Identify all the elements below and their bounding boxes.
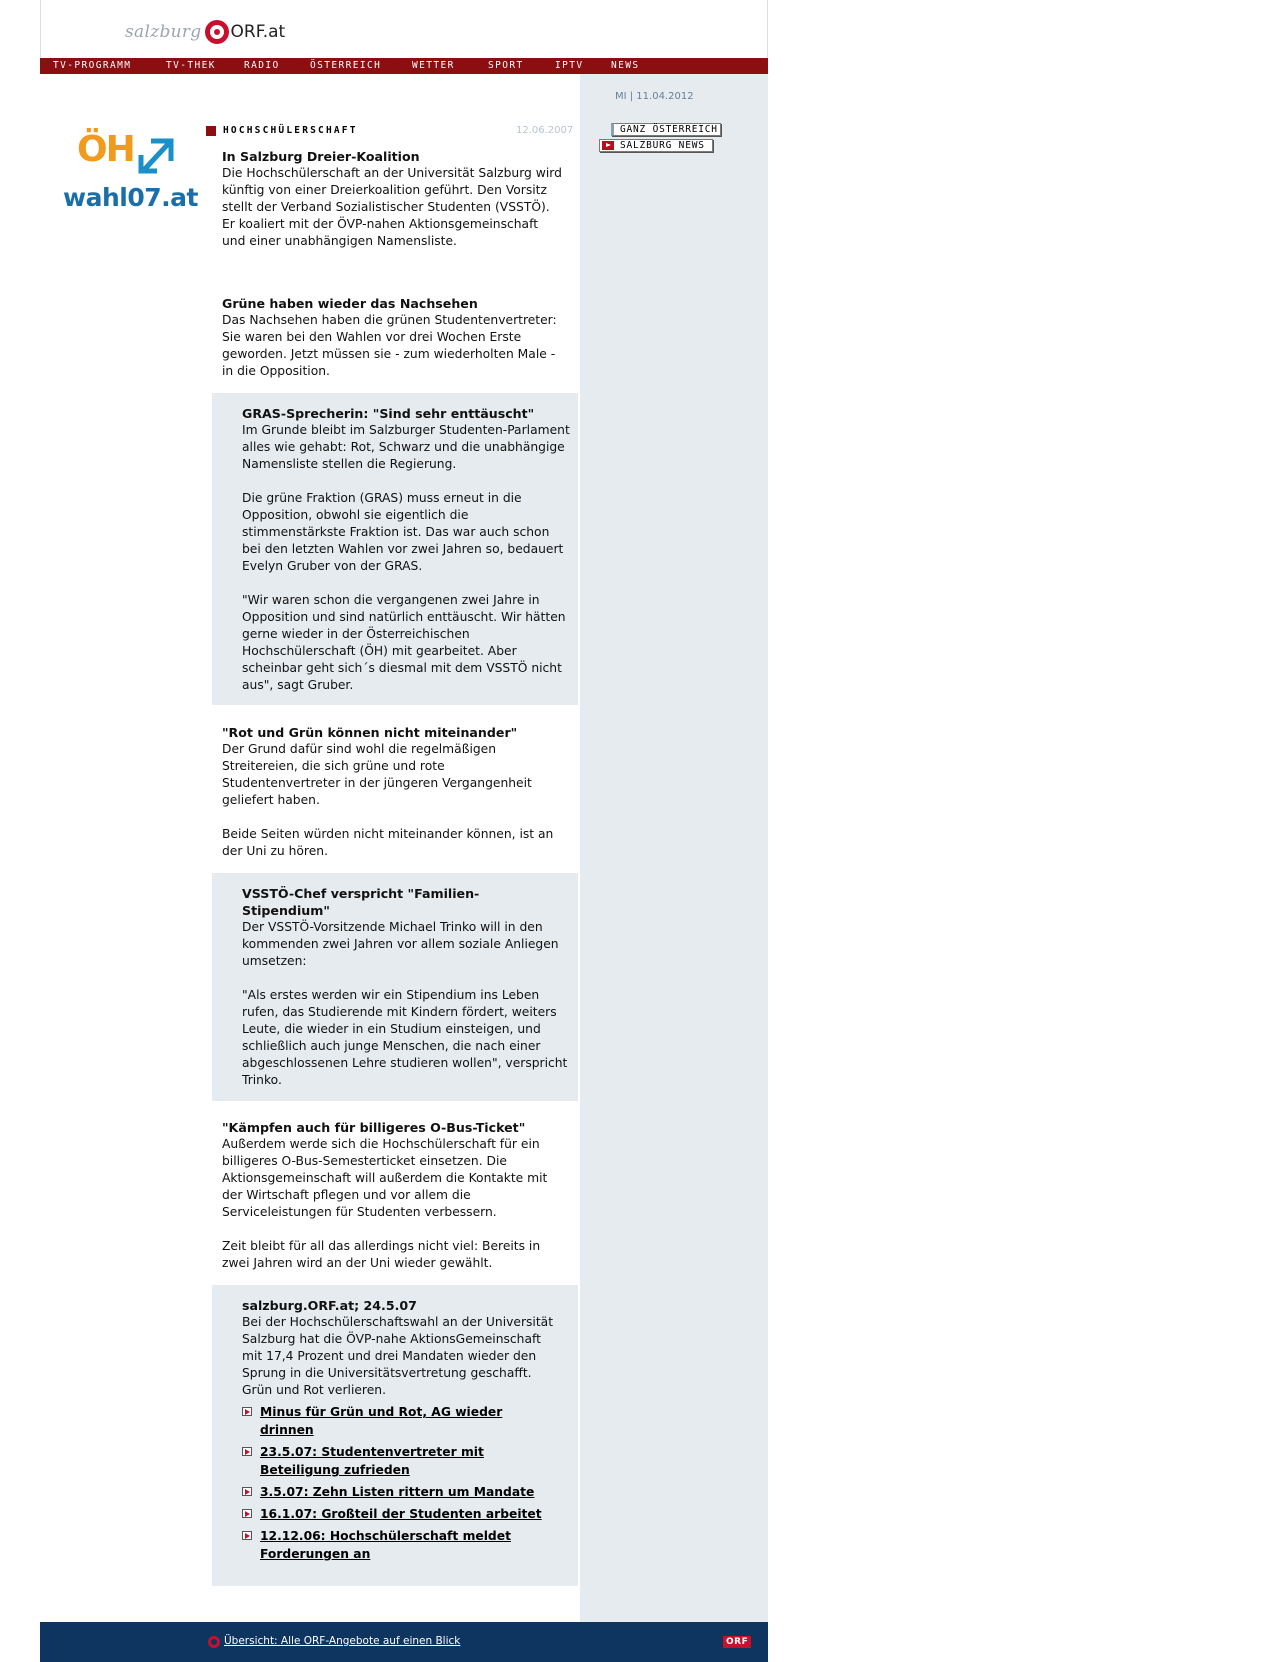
article-headline: In Salzburg Dreier-Koalition	[222, 149, 420, 164]
section-3-text-2: Zeit bleibt für all das allerdings nicht viel: Bereits in zwei Jahren wird an der Uni wieder gewählt.	[222, 1239, 541, 1270]
nav-tv-programm[interactable]: TV-PROGRAMM	[53, 60, 132, 71]
nav-radio[interactable]: RADIO	[244, 60, 280, 71]
arrow-right-icon	[602, 141, 614, 150]
link-arrow-icon	[242, 1407, 252, 1416]
orf-ring-icon	[205, 20, 229, 44]
related-link-item	[242, 1403, 558, 1439]
logo-orf-text: ORF.at	[230, 22, 286, 42]
nav-tv-thek[interactable]: TV-THEK	[166, 60, 216, 71]
box-2-title: VSSTÖ-Chef verspricht "Familien-Stipendium"	[242, 886, 480, 918]
wahl07-site-text: wahl07.at	[63, 183, 198, 212]
right-sidebar	[580, 74, 768, 1622]
nav-sport[interactable]: SPORT	[488, 60, 524, 71]
box-2-text-2: "Als erstes werden wir ein Stipendium ins Leben rufen, das Studierende mit Kindern fördert, weiters Leute, die wieder in ein Studium einsteigen, und schließlich auch junge Menschen, die nach einer abgeschlossenen Lehre studieren wollen", verspricht Trinko.	[242, 988, 568, 1087]
related-link-1[interactable]: Minus für Grün und Rot, AG wieder drinnen	[260, 1405, 503, 1437]
ganz-oesterreich-label: GANZ ÖSTERREICH	[620, 124, 718, 135]
related-links	[242, 1403, 558, 1563]
quote-box-vssto-content	[242, 885, 570, 1089]
footer	[40, 1622, 768, 1662]
section-marker-icon	[206, 126, 216, 136]
related-link-item	[242, 1443, 558, 1479]
link-arrow-icon	[242, 1509, 252, 1518]
nav-iptv[interactable]: IPTV	[555, 60, 584, 71]
box-2-text-1: Der VSSTÖ-Vorsitzende Michael Trinko will in den kommenden zwei Jahren vor allem soziale Anliegen umsetzen:	[242, 920, 559, 968]
related-link-4[interactable]: 16.1.07: Großteil der Studenten arbeitet	[260, 1507, 542, 1521]
related-link-item	[242, 1527, 558, 1563]
wahl07-logo[interactable]	[53, 123, 197, 235]
section-3-text-1: Außerdem werde sich die Hochschülerschaft für ein billigeres O-Bus-Semesterticket einsetzen. Die Aktionsgemeinschaft will außerdem die Kontakte mit der Wirtschaft pflegen und vor allem die Serviceleistungen für Studenten verbessern.	[222, 1137, 548, 1219]
section-2-text-1: Der Grund dafür sind wohl die regelmäßigen Streitereien, die sich grüne und rote Studentenvertreter in der jüngeren Vergangenheit geliefert haben.	[222, 742, 532, 807]
related-box-text: Bei der Hochschülerschaftswahl an der Universität Salzburg hat die ÖVP-nahe AktionsGemeinschaft mit 17,4 Prozent und drei Mandaten wieder den Sprung in die Universitätsvertretung geschafft. Grün und Rot verlieren.	[242, 1315, 554, 1397]
box-1-text-2: Die grüne Fraktion (GRAS) muss erneut in die Opposition, obwohl sie eigentlich die stimmenstärkste Fraktion ist. Das war auch schon bei den letzten Wahlen vor zwei Jahren so, bedauert Evelyn Gruber von der GRAS.	[242, 491, 564, 573]
header	[40, 0, 768, 59]
orf-ring-icon	[208, 1636, 220, 1648]
related-link-item	[242, 1505, 558, 1523]
section-1-title: Grüne haben wieder das Nachsehen	[222, 296, 478, 311]
ganz-oesterreich-button[interactable]	[611, 123, 721, 136]
oh-logo-text: ÖH	[77, 129, 134, 170]
section-2-title: "Rot und Grün können nicht miteinander"	[222, 725, 518, 740]
related-box-title: salzburg.ORF.at; 24.5.07	[242, 1298, 417, 1313]
article-intro-text: Die Hochschülerschaft an der Universität Salzburg wird künftig von einer Dreierkoalition geführt. Den Vorsitz stellt der Verband Sozialistischer Studenten (VSSTÖ). Er koaliert mit der ÖVP-nahen Aktionsgemeinschaft und einer unabhängigen Namensliste.	[222, 166, 562, 248]
related-link-5[interactable]: 12.12.06: Hochschülerschaft meldet Forderungen an	[260, 1529, 511, 1561]
salzburg-orf-logo[interactable]	[125, 19, 285, 45]
section-title: HOCHSCHÜLERSCHAFT	[223, 125, 358, 136]
section-3-title: "Kämpfen auch für billigeres O-Bus-Ticket"	[222, 1120, 526, 1135]
related-box-content	[242, 1297, 558, 1567]
article-date: 12.06.2007	[516, 125, 574, 136]
article-intro	[222, 148, 562, 250]
link-arrow-icon	[242, 1487, 252, 1496]
article-section-1	[222, 295, 566, 380]
diagonal-arrow-icon	[135, 135, 175, 175]
logo-salzburg-text: salzburg	[125, 22, 202, 42]
article-section-3	[222, 1119, 568, 1272]
link-arrow-icon	[242, 1447, 252, 1456]
orf-badge-logo[interactable]: ORF	[723, 1636, 751, 1648]
article-section-2	[222, 724, 562, 860]
section-2-text-2: Beide Seiten würden nicht miteinander können, ist an der Uni zu hören.	[222, 827, 554, 858]
box-1-text-3: "Wir waren schon die vergangenen zwei Jahre in Opposition und sind natürlich enttäuscht. Wir hätten gerne wieder in der Österreichischen Hochschülerschaft (ÖH) mit gearbeitet. Aber scheinbar geht sich´s diesmal mit dem VSSTÖ nicht aus", sagt Gruber.	[242, 593, 566, 692]
section-1-text: Das Nachsehen haben die grünen Studentenvertreter: Sie waren bei den Wahlen vor drei Wochen Erste geworden. Jetzt müssen sie - zum wiederholten Male - in die Opposition.	[222, 313, 557, 378]
related-link-item	[242, 1483, 558, 1501]
nav-news[interactable]: NEWS	[611, 60, 640, 71]
box-1-title: GRAS-Sprecherin: "Sind sehr enttäuscht"	[242, 406, 535, 421]
nav-oesterreich[interactable]: ÖSTERREICH	[310, 60, 382, 71]
page	[40, 0, 768, 1662]
salzburg-news-button[interactable]	[599, 139, 713, 152]
salzburg-news-label: SALZBURG NEWS	[620, 140, 705, 151]
quote-box-gras-content	[242, 405, 570, 694]
related-link-3[interactable]: 3.5.07: Zehn Listen rittern um Mandate	[260, 1485, 535, 1499]
related-link-2[interactable]: 23.5.07: Studentenvertreter mit Beteiligung zufrieden	[260, 1445, 484, 1477]
current-date: MI | 11.04.2012	[615, 91, 694, 102]
link-arrow-icon	[242, 1531, 252, 1540]
nav-wetter[interactable]: WETTER	[412, 60, 455, 71]
box-1-text-1: Im Grunde bleibt im Salzburger Studenten-Parlament alles wie gehabt: Rot, Schwarz und die unabhängige Namensliste stellen die Regierung.	[242, 423, 570, 471]
footer-overview-link[interactable]: Übersicht: Alle ORF-Angebote auf einen Blick	[224, 1635, 461, 1647]
top-navigation	[40, 58, 768, 74]
